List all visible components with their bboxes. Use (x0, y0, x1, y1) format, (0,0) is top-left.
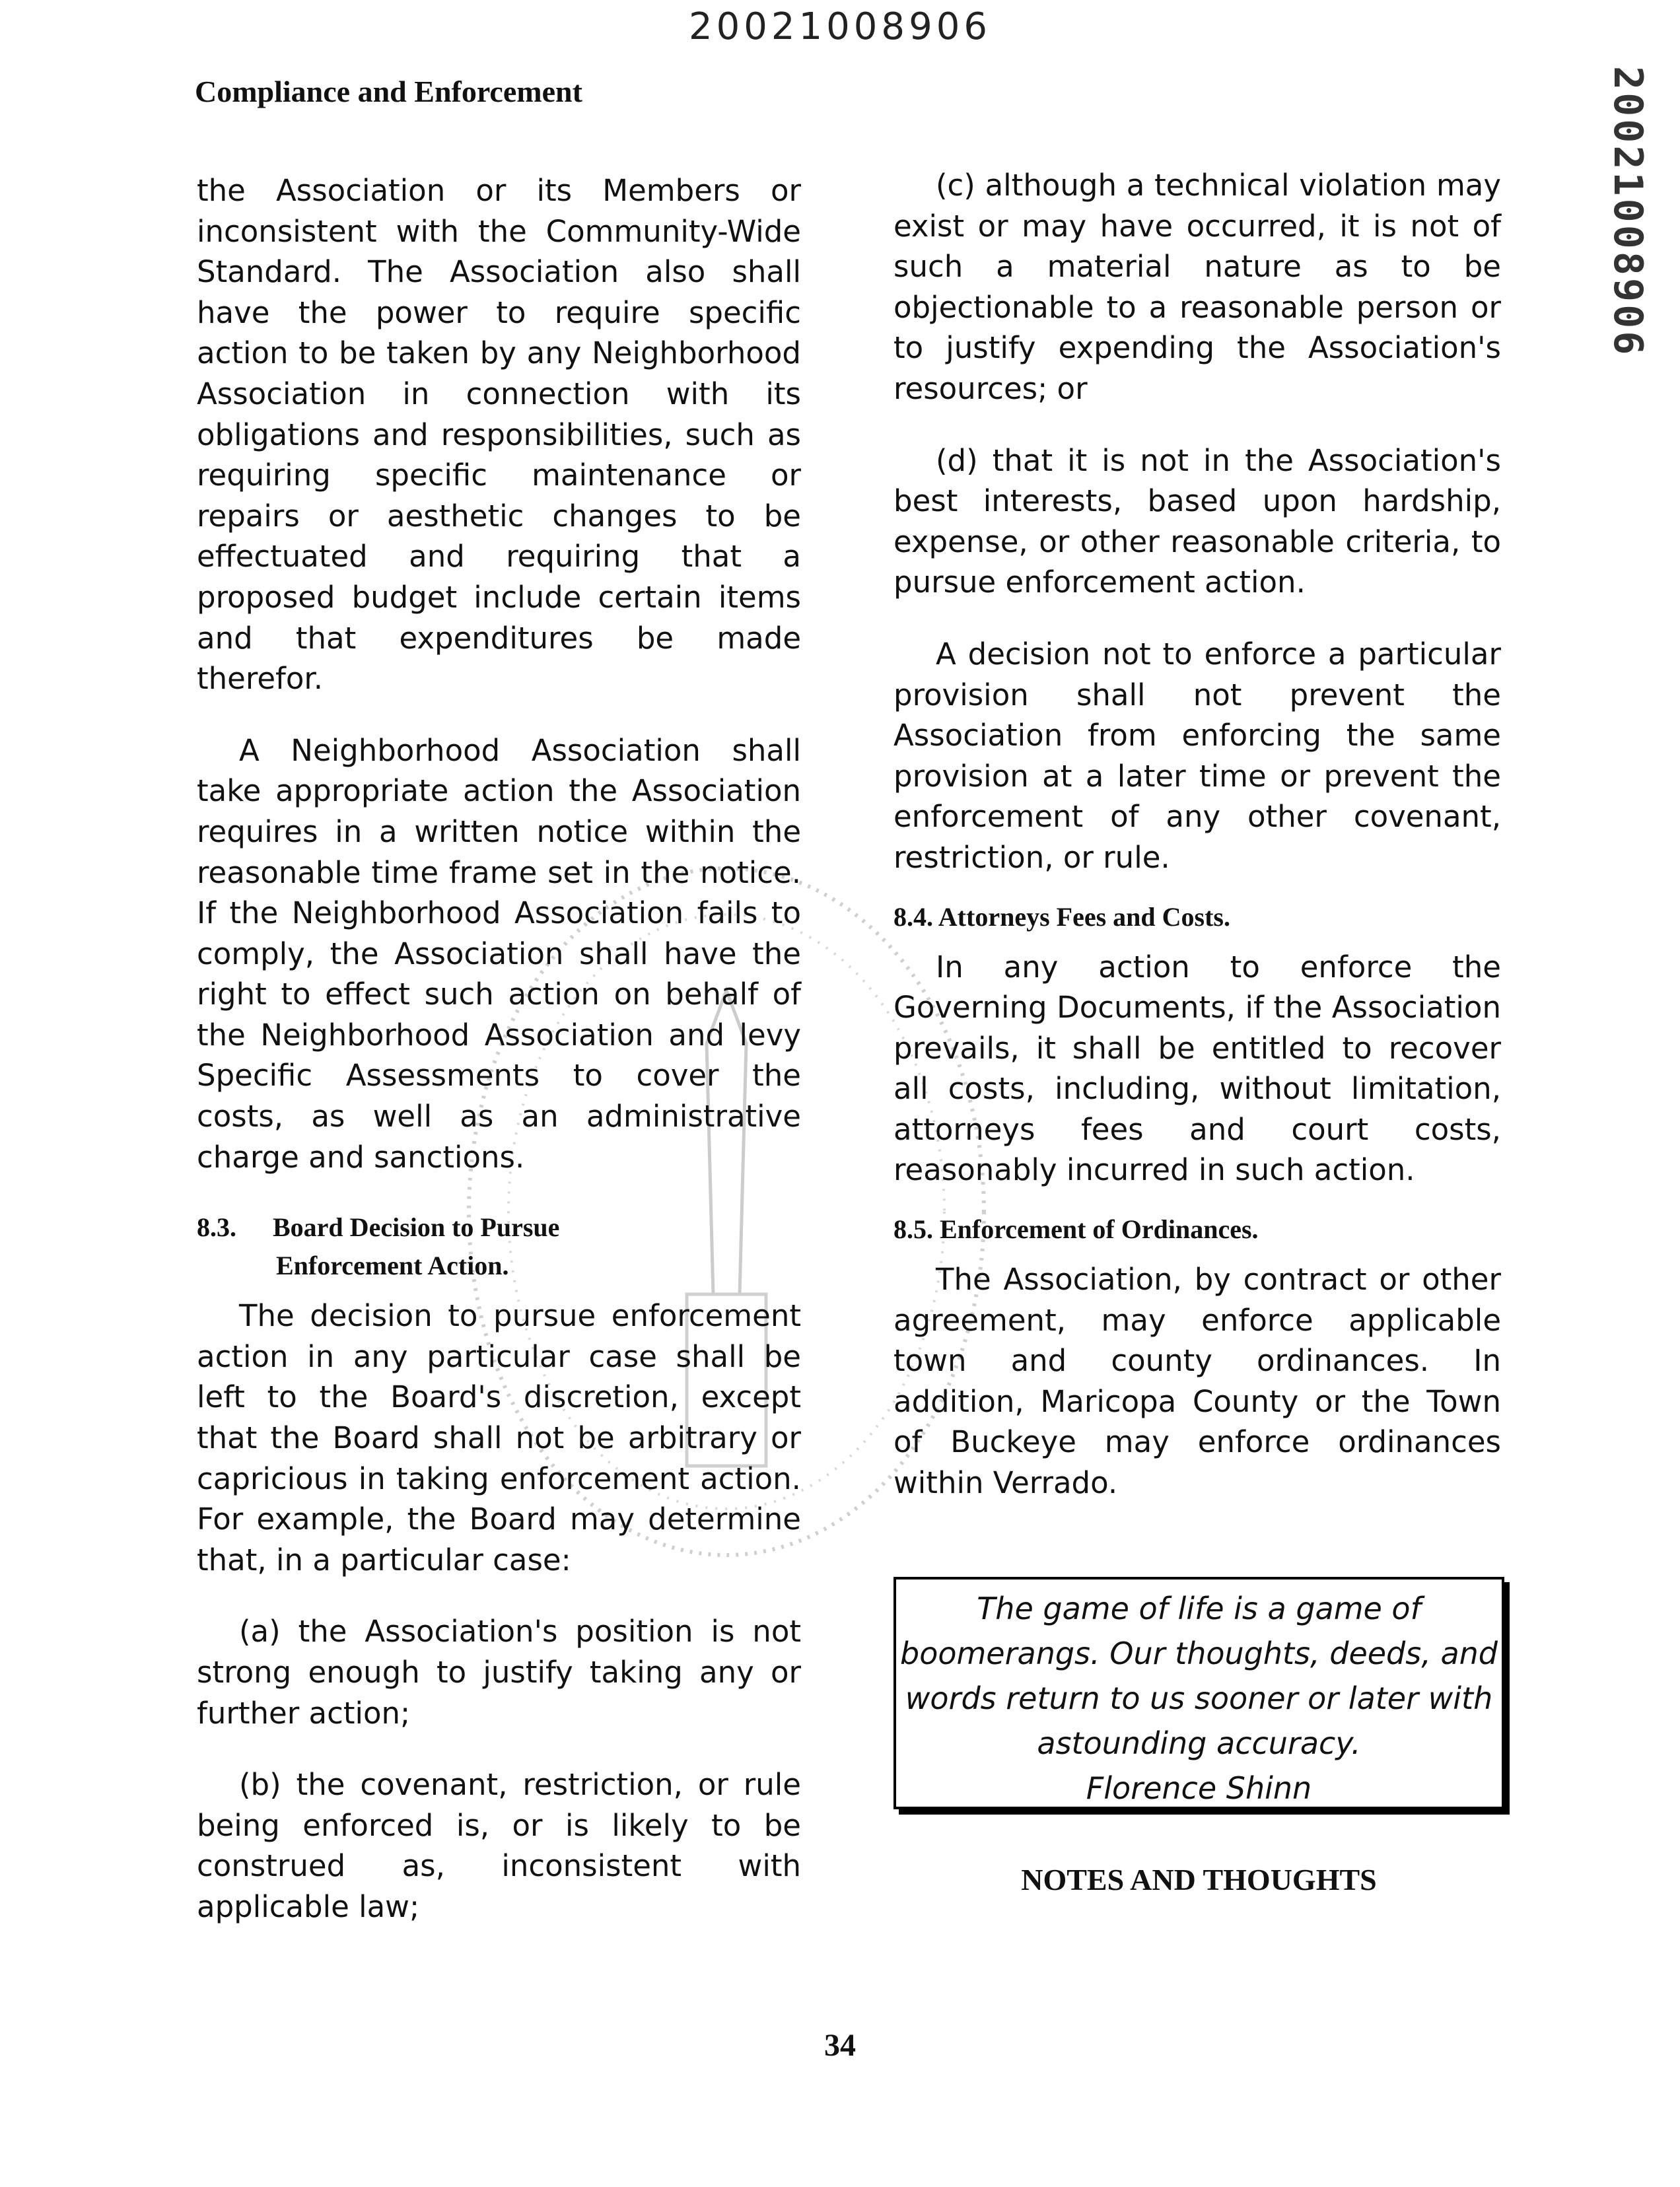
right-column (893, 165, 1501, 1535)
quote-author: Florence Shinn (1086, 1770, 1312, 1806)
paragraph-neighborhood-association: A Neighborhood Association shall take appropriate action the Association requires in a written notice within the reasonable time frame set in the notice. If the Neighborhood Association fails to comply, the Association shall have the right to effect such action on behalf of the Neighborhood Association and levy Specific Assessments to cover the costs, as well as an administrative charge and sanctions. (197, 732, 801, 1175)
heading-8-4: 8.4. Attorneys Fees and Costs. (893, 901, 1230, 932)
list-item-b: (b) the covenant, restriction, or rule being enforced is, or is likely to be construed as, inconsistent with applicable law; (197, 1767, 801, 1924)
notes-heading: NOTES AND THOUGHTS (1021, 1863, 1377, 1896)
section-header: Compliance and Enforcement (195, 75, 582, 108)
list-item-d: (d) that it is not in the Association's best interests, based upon hardship, expense, or other reasonable criteria, to pursue enforcement action. (893, 442, 1501, 600)
heading-8-5: 8.5. Enforcement of Ordinances. (893, 1214, 1259, 1245)
list-item-c: (c) although a technical violation may exist or may have occurred, it is not of such a material nature as to be objectionable to a reasonable person or to justify expending the Association's resources; or (893, 168, 1501, 406)
heading-8-3-line1: Board Decision to Pursue (273, 1212, 560, 1243)
paragraph-attorneys-fees: In any action to enforce the Governing Documents, if the Association prevails, it shall be entitled to recover all costs, including, without limitation, attorneys fees and court costs, reasonably incurred in such action. (893, 949, 1501, 1188)
left-column (197, 170, 801, 1959)
heading-8-3 (197, 1208, 801, 1285)
heading-8-3-number: 8.3. (197, 1212, 236, 1243)
quote-text: The game of life is a game of boomerangs. Our thoughts, deeds, and words return to us sooner or later with astounding accuracy. (900, 1591, 1498, 1761)
paragraph-ordinances: The Association, by contract or other agreement, may enforce applicable town and county ordinances. In addition, Maricopa County or the Town of Buckeye may enforce ordinances within Verrado. (893, 1262, 1501, 1501)
paragraph-continuation: the Association or its Members or inconsistent with the Community-Wide Standard. The Association also shall have the power to require specific action to be taken by any Neighborhood Association in connection with its obligations and responsibilities, such as requiring specific maintenance or repairs or aesthetic changes to be effectuated and requiring that a proposed budget include certain items and that expenditures be made therefor. (197, 173, 801, 697)
paragraph-decision-not-to-enforce: A decision not to enforce a particular provision shall not prevent the Association from enforcing the same provision at a later time or prevent the enforcement of any other covenant, restriction, or rule. (893, 636, 1501, 875)
page-number: 34 (824, 2028, 856, 2063)
side-stamp: 20021008906 (1605, 66, 1651, 358)
list-item-a: (a) the Association's position is not strong enough to justify taking any or further action; (197, 1614, 801, 1731)
document-number: 20021008906 (689, 5, 991, 48)
heading-8-3-line2: Enforcement Action. (276, 1251, 509, 1281)
quote-box (893, 1577, 1504, 1809)
paragraph-board-decision: The decision to pursue enforcement action in any particular case shall be left to the Board's discretion, except that the Board shall not be arbitrary or capricious in taking enforcement action. For example, the Board may determine that, in a particular case: (197, 1298, 801, 1578)
